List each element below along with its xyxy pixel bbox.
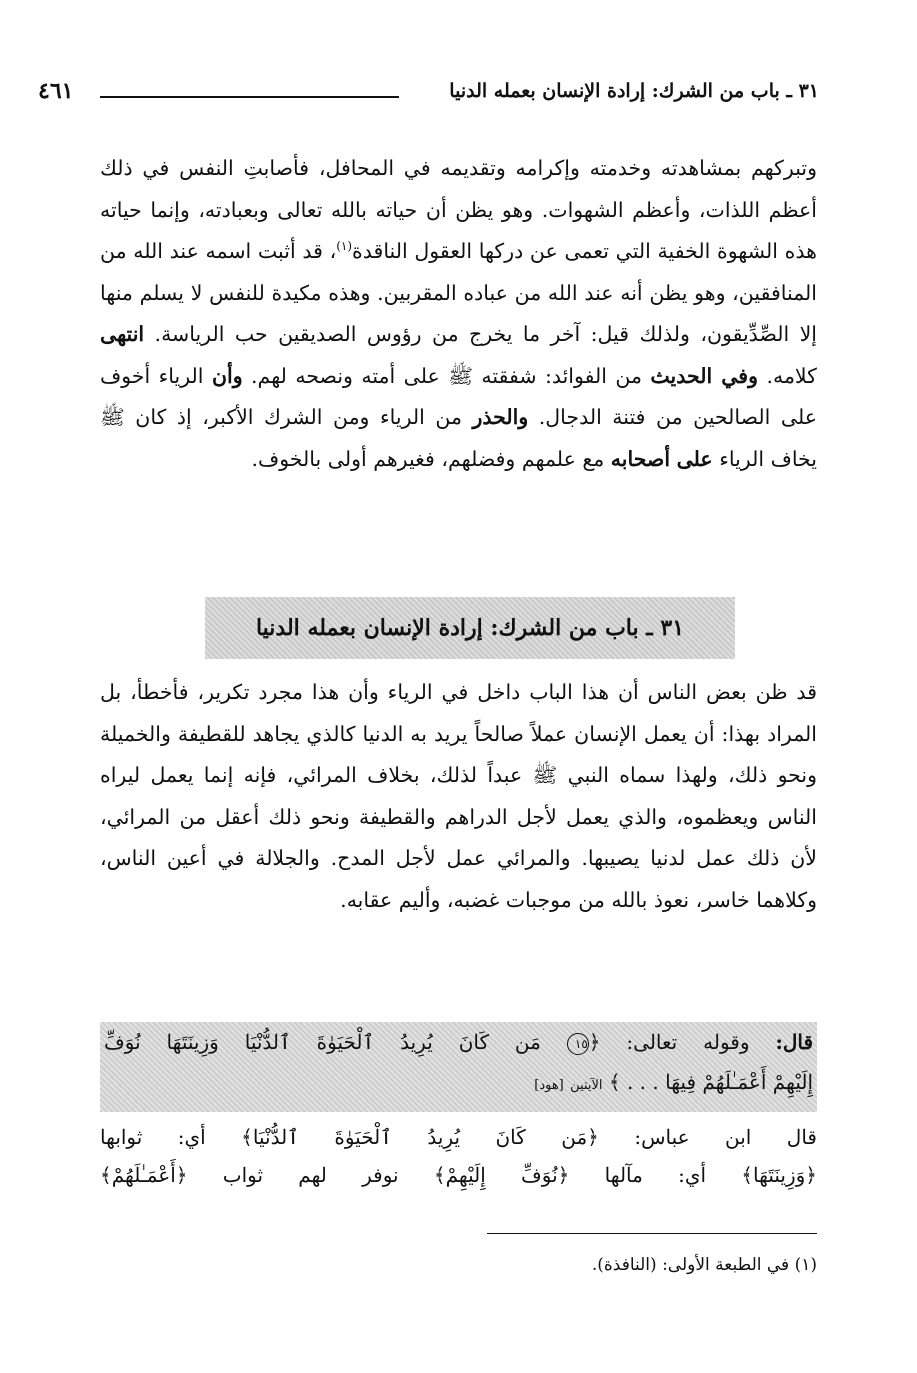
- text-line: ﴿وَزِينَتَهَا﴾ أي: مآلها ﴿نُوَفِّ إِلَيْهِمْ﴾ نوفر لهم ثواب ﴿أَعْمَـٰلَهُمْ﴾: [100, 1163, 817, 1187]
- text-line: ونصحه لهم.: [251, 363, 353, 388]
- bold-word: وفي الحديث: [650, 363, 758, 388]
- text-line: دركها العقول الناقدة: [352, 239, 524, 263]
- text-line: قال ابن عباس: ﴿مَن كَانَ يُرِيدُ ٱلْحَيَوٰةَ ٱلدُّنْيَا﴾ أي: ثوابها: [100, 1125, 817, 1149]
- verse-close-bracket: ﴾: [608, 1070, 621, 1094]
- text-line: وتبركهم بمشاهدته وخدمته وإكرامه وتقديمه في المحافل، فأصابتِ: [243, 156, 817, 180]
- verse-line-2: [104, 1062, 813, 1106]
- surah-reference: [هود]: [534, 1078, 564, 1093]
- text-line: من الفوائد: شفقته ﷺ على أمته: [361, 363, 642, 388]
- ayah-number-icon: ١٥: [567, 1033, 589, 1055]
- bold-word: انتهى: [100, 322, 145, 346]
- paragraph-3: [100, 1118, 817, 1194]
- verse-text-1: مَن كَانَ يُرِيدُ ٱلْحَيَوٰةَ ٱلدُّنْيَا وَزِينَتَهَا نُوَفِّ: [104, 1030, 541, 1054]
- bold-word: وأن: [211, 363, 243, 388]
- bold-word: أصحابه: [610, 446, 671, 471]
- text-line: الرياء أخوف على الصالحين من فتنة الدجال.: [100, 363, 817, 429]
- text-line: مع علمهم وفضلهم، فغيرهم أولى بالخوف.: [251, 446, 605, 471]
- verse-note: الآيتين: [570, 1078, 603, 1093]
- footnote-reference: (١): [336, 239, 353, 254]
- verse-line-1: [104, 1022, 813, 1062]
- text-line: كلامه.: [766, 363, 817, 388]
- verse-label: قال:: [775, 1030, 813, 1054]
- chapter-heading: [205, 597, 735, 659]
- header-rule: [100, 96, 399, 98]
- verse-open-bracket: ﴿: [588, 1030, 601, 1054]
- bold-word: على: [676, 446, 713, 471]
- text-line: ، قد أثبت اسمه عند الله من المنافقين، وهو: [100, 239, 817, 305]
- verse-box: [100, 1022, 817, 1112]
- paragraph-1: [100, 148, 817, 480]
- verse-text-2: إِلَيْهِمْ أَعْمَـٰلَهُمْ فِيهَا . . .: [626, 1070, 813, 1094]
- text-line: إلا الصِّدِّيقون، ولذلك قيل: آخر ما يخرج من رؤوس الصديقين حب: [234, 322, 817, 346]
- text-line: يظن أنه عند الله من عباده المقربين. وهذه مكيدة للنفس لا يسلم منها: [100, 280, 688, 305]
- chapter-heading-text: ٣١ ـ باب من الشرك: إرادة الإنسان بعمله الدنيا: [255, 615, 685, 641]
- text-line: من الرياء ومن الشرك الأكبر، إذ كان ﷺ يخاف الرياء: [100, 405, 817, 471]
- paragraph-2: قد ظن بعض الناس أن هذا الباب داخل في الرياء وأن هذا مجرد تكرير، فأخطأ، بل المراد بهذا: أن يعمل الإنسان عملاً صالحاً يريد به الدنيا كالذي يجاهد للقطيفة والخميلة ونحو ذلك، ولهذا سماه النبي ﷺ عبداً لذلك، بخلاف المرائي، فإنه إنما يعمل ليراه الناس ويعظموه، والذي يعمل لأجل الدراهم والقطيفة ونحو ذلك أعقل من المرائي، لأن ذلك عمل لدنيا يصيبها. والمرائي عمل لأجل المدح. والجلالة في أعين الناس، وكلاهما خاسر، نعوذ بالله من موجبات غضبه، وأليم عقابه.: [100, 680, 817, 912]
- bold-word: والحذر: [472, 405, 529, 429]
- footnote-rule: [487, 1233, 817, 1234]
- running-title: ٣١ ـ باب من الشرك: إرادة الإنسان بعمله الدنيا: [449, 80, 819, 102]
- text-line: بالله تعالى وبعبادته، وإنما حياته هذه الشهوة الخفية التي تعمى عن: [100, 197, 817, 263]
- text-line: النفس في ذلك أعظم اللذات، وأعظم الشهوات. وهو يظن أن حياته: [100, 156, 817, 222]
- verse-intro: وقوله تعالى:: [626, 1030, 750, 1054]
- page-header: [38, 78, 819, 118]
- page-number: ٤٦١: [38, 78, 74, 104]
- footnote: (١) في الطبعة الأولى: (النافذة).: [591, 1255, 817, 1275]
- text-line: الرياسة.: [154, 322, 225, 346]
